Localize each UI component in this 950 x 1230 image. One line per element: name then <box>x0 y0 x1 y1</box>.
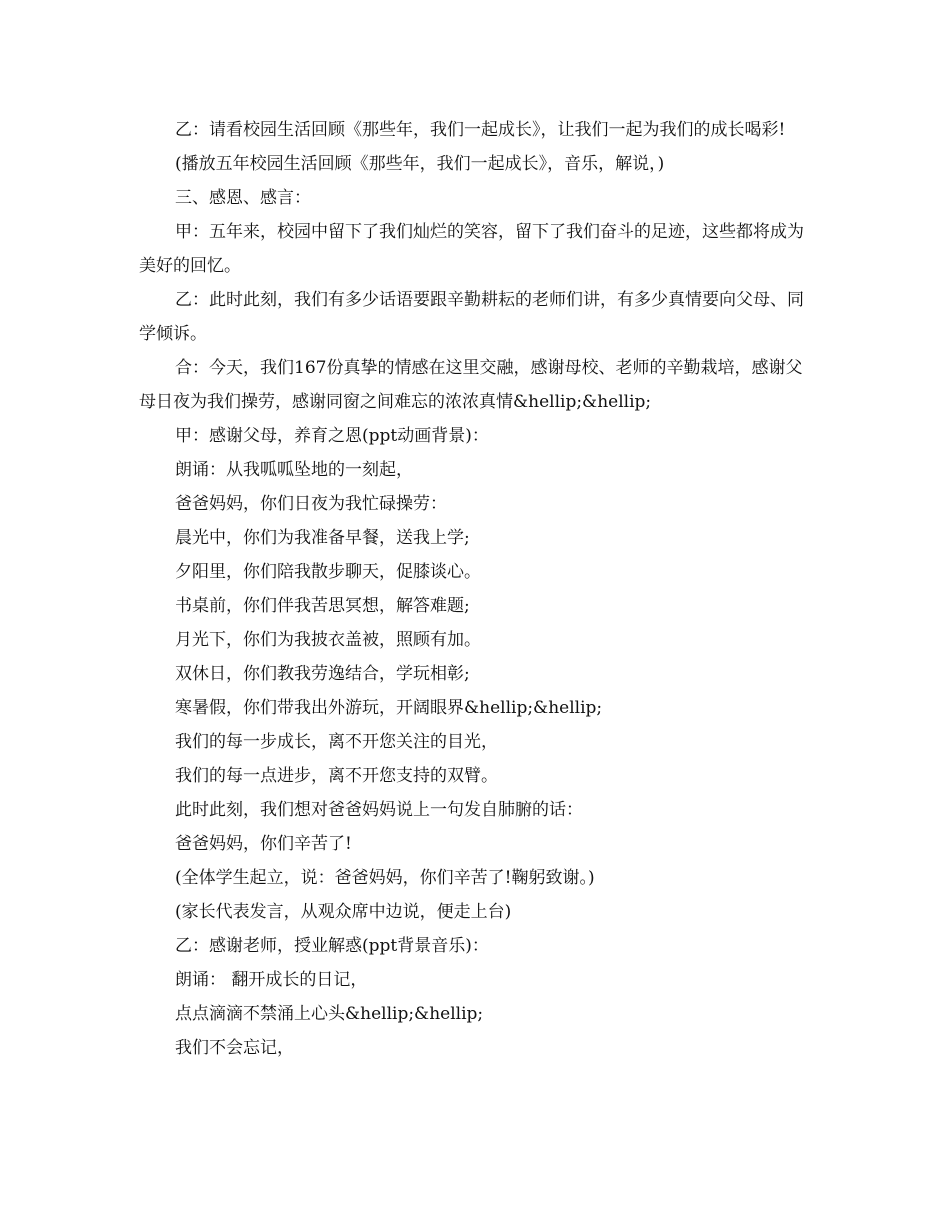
document-body <box>139 113 815 1065</box>
poem-line-8: 寒暑假，你们带我出外游玩，开阔眼界&hellip;&hellip; <box>175 698 603 718</box>
paragraph-2: (播放五年校园生活回顾《那些年，我们一起成长》，音乐，解说，) <box>175 154 665 174</box>
section-heading: 三、感恩、感言： <box>175 188 311 208</box>
paragraph-6: 合：今天，我们167份真挚的情感在这里交融，感谢母校、老师的辛勤栽培，感谢父母日夜为我们操劳，感谢同窗之间难忘的浓浓真情&hellip;&hellip; <box>139 358 803 412</box>
paragraph-1: 乙：请看校园生活回顾《那些年，我们一起成长》，让我们一起为我们的成长喝彩! <box>175 120 786 140</box>
poem-line-5: 书桌前，你们伴我苦思冥想，解答难题; <box>175 596 470 616</box>
stage-direction-1: (全体学生起立，说：爸爸妈妈，你们辛苦了!鞠躬致谢。) <box>175 868 595 888</box>
poem-line-3: 晨光中，你们为我准备早餐，送我上学; <box>175 528 470 548</box>
poem-line-2: 爸爸妈妈，你们日夜为我忙碌操劳： <box>175 494 447 514</box>
poem2-line-1: 朗诵： 翻开成长的日记， <box>175 970 368 990</box>
poem-line-4: 夕阳里，你们陪我散步聊天，促膝谈心。 <box>175 562 481 582</box>
poem2-line-3: 我们不会忘记， <box>175 1038 294 1058</box>
poem-line-12: 爸爸妈妈，你们辛苦了! <box>175 834 352 854</box>
poem-line-10: 我们的每一点进步，离不开您支持的双臂。 <box>175 766 498 786</box>
paragraph-22: 乙：感谢老师，授业解惑(ppt背景音乐)： <box>175 936 489 956</box>
stage-direction-2: (家长代表发言，从观众席中边说，便走上台) <box>175 902 512 922</box>
poem-line-6: 月光下，你们为我披衣盖被，照顾有加。 <box>175 630 481 650</box>
poem-line-11: 此时此刻，我们想对爸爸妈妈说上一句发自肺腑的话： <box>175 800 583 820</box>
poem2-line-2: 点点滴滴不禁涌上心头&hellip;&hellip; <box>175 1004 484 1024</box>
poem-line-1: 朗诵：从我呱呱坠地的一刻起， <box>175 460 413 480</box>
paragraph-4: 甲：五年来，校园中留下了我们灿烂的笑容，留下了我们奋斗的足迹，这些都将成为美好的回忆。 <box>139 222 804 276</box>
paragraph-5: 乙：此时此刻，我们有多少话语要跟辛勤耕耘的老师们讲，有多少真情要向父母、同学倾诉。 <box>139 290 804 344</box>
poem-line-7: 双休日，你们教我劳逸结合，学玩相彰; <box>175 664 470 684</box>
paragraph-7: 甲：感谢父母，养育之恩(ppt动画背景)： <box>175 426 489 446</box>
poem-line-9: 我们的每一步成长，离不开您关注的目光， <box>175 732 498 752</box>
